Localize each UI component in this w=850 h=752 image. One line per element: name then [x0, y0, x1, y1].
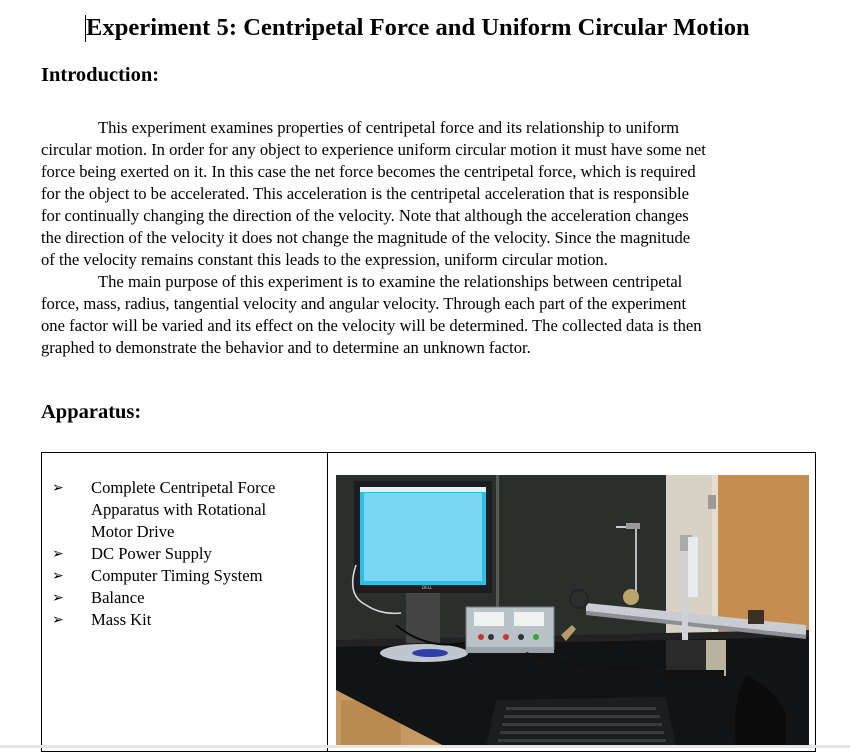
paragraph-line: the direction of the velocity it does not change the magnitude of the velocity. Since the magnitude — [41, 228, 691, 247]
arrowhead-bullet-icon: ➢ — [52, 590, 64, 606]
list-item — [42, 543, 311, 565]
paragraph-line: circular motion. In order for any object to experience uniform circular motion it must have some net — [41, 140, 706, 159]
list-item — [42, 565, 311, 587]
list-item — [42, 609, 311, 631]
paragraph-line: one factor will be varied and its effect on the velocity will be determined. The collected data is then — [41, 316, 702, 335]
intro-paragraph-1 — [41, 117, 831, 271]
list-item-text: Balance — [91, 588, 145, 607]
paragraph-line: The main purpose of this experiment is to examine the relationships between centripetal — [98, 272, 683, 291]
arrowhead-bullet-icon: ➢ — [52, 546, 64, 562]
apparatus-photo — [336, 475, 809, 747]
table-column-divider — [327, 453, 328, 751]
document-title: Experiment 5: Centripetal Force and Uniform Circular Motion — [86, 14, 750, 41]
paragraph-line: for continually changing the direction of the velocity. Note that although the acceleration changes — [41, 206, 689, 225]
introduction-heading: Introduction: — [41, 64, 160, 86]
apparatus-list — [42, 477, 327, 631]
monitor-brand-label: DELL — [422, 585, 433, 590]
paragraph-line: graphed to demonstrate the behavior and to determine an unknown factor. — [41, 338, 531, 357]
list-item-text: Mass Kit — [91, 610, 152, 629]
paragraph-line: of the velocity remains constant this leads to the expression, uniform circular motion. — [41, 250, 608, 269]
list-item-text: DC Power Supply — [91, 544, 212, 563]
list-item-text: Computer Timing System — [91, 566, 263, 585]
paragraph-line: force, mass, radius, tangential velocity and angular velocity. Through each part of the experiment — [41, 294, 687, 313]
intro-paragraph-2 — [41, 271, 831, 359]
list-item-text: Complete Centripetal Force Apparatus with Rotational Motor Drive — [91, 478, 276, 541]
apparatus-table — [41, 452, 816, 752]
list-item — [42, 477, 311, 543]
paragraph-line: for the object to be accelerated. This acceleration is the centripetal acceleration that is responsible — [41, 184, 689, 203]
arrowhead-bullet-icon: ➢ — [52, 612, 64, 628]
paragraph-line: This experiment examines properties of centripetal force and its relationship to uniform — [98, 118, 680, 137]
arrowhead-bullet-icon: ➢ — [52, 568, 64, 584]
apparatus-heading: Apparatus: — [41, 401, 142, 423]
paragraph-line: force being exerted on it. In this case the net force becomes the centripetal force, which is required — [41, 162, 696, 181]
list-item — [42, 587, 311, 609]
arrowhead-bullet-icon: ➢ — [52, 480, 64, 496]
